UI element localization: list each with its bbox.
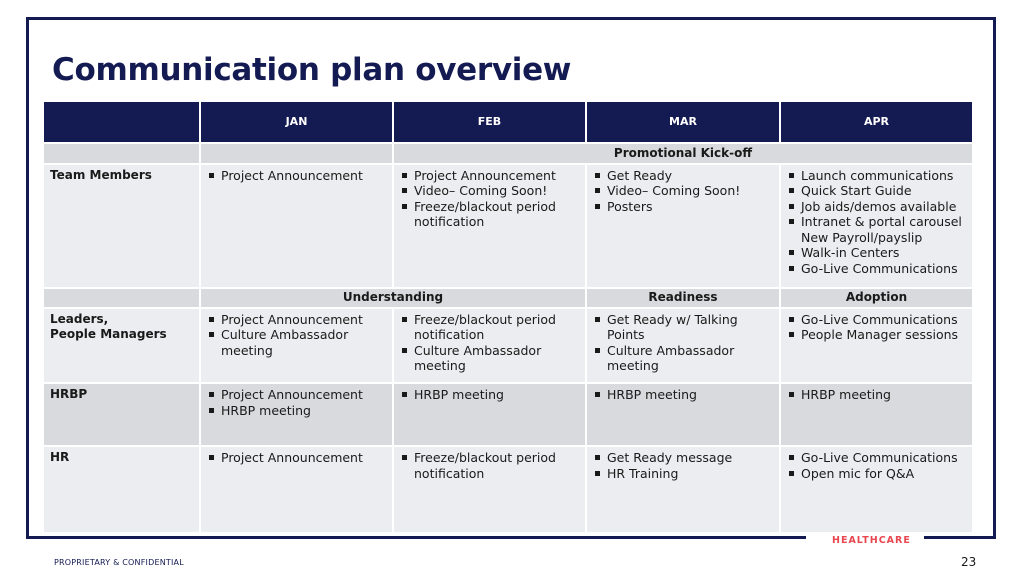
bullet-list (207, 450, 386, 466)
cell-hrbp-feb (393, 383, 586, 446)
bullet-item: Get Ready (593, 168, 773, 184)
bullet-item: Freeze/blackout period notification (400, 450, 579, 481)
bullet-item: Project Announcement (207, 168, 386, 184)
bullet-item: Go-Live Communications (787, 312, 966, 328)
header-row (43, 101, 973, 143)
page-number: 23 (961, 555, 977, 569)
month-header-jan: JAN (200, 101, 393, 143)
bullet-item: Culture Ambassador meeting (593, 343, 773, 374)
bullet-item: Freeze/blackout period notification (400, 312, 579, 343)
bullet-list (593, 387, 773, 403)
bullet-item: HRBP meeting (400, 387, 579, 403)
bullet-item: Get Ready message (593, 450, 773, 466)
bullet-item: HRBP meeting (207, 403, 386, 419)
cell-leaders-apr (780, 308, 973, 383)
phase-row-blank (43, 143, 200, 163)
bullet-item: Project Announcement (400, 168, 579, 184)
cell-hr-apr (780, 446, 973, 533)
phase-adoption: Adoption (780, 288, 973, 308)
bullet-item: Posters (593, 199, 773, 215)
phase-row-understanding (43, 288, 973, 308)
table-row-hrbp (43, 383, 973, 446)
cell-leaders-jan (200, 308, 393, 383)
bullet-item: Video– Coming Soon! (593, 183, 773, 199)
phase-row-kickoff (43, 143, 973, 163)
bullet-item: Walk-in Centers (787, 245, 966, 261)
bullet-item: Culture Ambassador meeting (207, 327, 386, 358)
bullet-item: Go-Live Communications (787, 450, 966, 466)
bullet-item: Project Announcement (207, 450, 386, 466)
header-corner (43, 101, 200, 143)
cell-team-jan (200, 164, 393, 288)
bullet-list (593, 312, 773, 374)
bullet-item: Intranet & portal carousel New Payroll/payslip (787, 214, 966, 245)
bullet-list (593, 168, 773, 215)
month-header-mar: MAR (586, 101, 780, 143)
bullet-list (787, 387, 966, 403)
bullet-list (400, 387, 579, 403)
bullet-item: People Manager sessions (787, 327, 966, 343)
bullet-item: Go-Live Communications (787, 261, 966, 277)
cell-hrbp-apr (780, 383, 973, 446)
row-label-hr: HR (43, 446, 200, 533)
row-label-team-members: Team Members (43, 164, 200, 288)
bullet-list (400, 168, 579, 230)
bullet-list (787, 450, 966, 481)
bullet-list (787, 312, 966, 343)
bullet-item: Culture Ambassador meeting (400, 343, 579, 374)
table-row-leaders (43, 308, 973, 383)
bullet-list (207, 312, 386, 359)
cell-hr-jan (200, 446, 393, 533)
phase-understanding: Understanding (200, 288, 586, 308)
cell-hr-feb (393, 446, 586, 533)
communication-plan-table (42, 100, 974, 534)
bullet-item: Get Ready w/ Talking Points (593, 312, 773, 343)
bullet-list (593, 450, 773, 481)
cell-hr-mar (586, 446, 780, 533)
bullet-list (207, 168, 386, 184)
cell-team-apr (780, 164, 973, 288)
table-row-hr (43, 446, 973, 533)
row-label-leaders-line1: Leaders, (50, 311, 109, 326)
bullet-item: Freeze/blackout period notification (400, 199, 579, 230)
bullet-list (400, 450, 579, 481)
row-label-leaders-line2: People Managers (50, 327, 167, 342)
brand-logo-text: HEALTHCARE (832, 535, 911, 546)
bullet-item: HR Training (593, 466, 773, 482)
cell-team-feb (393, 164, 586, 288)
bullet-list (400, 312, 579, 374)
bullet-item: Quick Start Guide (787, 183, 966, 199)
slide-title: Communication plan overview (52, 52, 572, 88)
phase-readiness: Readiness (586, 288, 780, 308)
phase-blank-jan (200, 143, 393, 163)
bullet-item: Video– Coming Soon! (400, 183, 579, 199)
bullet-item: HRBP meeting (787, 387, 966, 403)
bullet-item: Project Announcement (207, 387, 386, 403)
bullet-item: Job aids/demos available (787, 199, 966, 215)
cell-hrbp-mar (586, 383, 780, 446)
row-label-hrbp: HRBP (43, 383, 200, 446)
month-header-apr: APR (780, 101, 973, 143)
bullet-list (787, 168, 966, 277)
month-header-feb: FEB (393, 101, 586, 143)
cell-team-mar (586, 164, 780, 288)
cell-hrbp-jan (200, 383, 393, 446)
bullet-item: Open mic for Q&A (787, 466, 966, 482)
phase-kickoff: Promotional Kick-off (393, 143, 973, 163)
bullet-item: Launch communications (787, 168, 966, 184)
confidential-notice: PROPRIETARY & CONFIDENTIAL (54, 558, 184, 567)
cell-leaders-mar (586, 308, 780, 383)
bullet-item: Project Announcement (207, 312, 386, 328)
bullet-item: HRBP meeting (593, 387, 773, 403)
row-label-leaders (43, 308, 200, 383)
table-row-team-members (43, 164, 973, 288)
cell-leaders-feb (393, 308, 586, 383)
phase-row-blank-2 (43, 288, 200, 308)
bullet-list (207, 387, 386, 418)
